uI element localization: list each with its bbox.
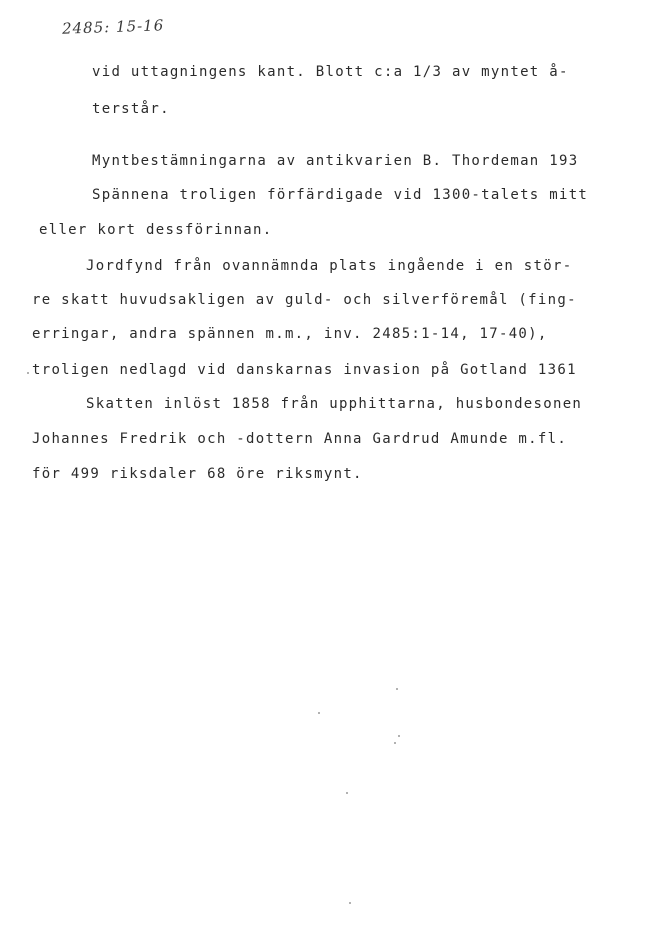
text-line: re skatt huvudsakligen av guld- och silverföremål (fing-: [32, 292, 577, 308]
handwritten-inventory-note: 2485: 15-16: [61, 16, 165, 38]
text-line: Jordfynd från ovannämnda plats ingående i en stör-: [86, 258, 573, 274]
paper-speck: [27, 372, 29, 374]
text-line: eller kort dessförinnan.: [39, 222, 273, 238]
paper-speck: [398, 735, 400, 737]
paper-speck: [394, 742, 396, 744]
paper-speck: [318, 712, 320, 714]
text-line: terstår.: [92, 101, 170, 117]
text-line: vid uttagningens kant. Blott c:a 1/3 av myntet å-: [92, 64, 569, 80]
text-line: Skatten inlöst 1858 från upphittarna, husbondesonen: [86, 396, 583, 412]
text-line: Johannes Fredrik och -dottern Anna Gardrud Amunde m.fl.: [32, 431, 568, 447]
paper-speck: [346, 792, 348, 794]
text-line: för 499 riksdaler 68 öre riksmynt.: [32, 466, 363, 482]
text-line: Spännena troligen förfärdigade vid 1300-talets mitt: [92, 187, 589, 203]
paper-speck: [349, 902, 351, 904]
text-line: Myntbestämningarna av antikvarien B. Thordeman 193: [92, 153, 579, 169]
text-line: troligen nedlagd vid danskarnas invasion på Gotland 1361: [32, 362, 577, 378]
paper-speck: [396, 688, 398, 690]
text-line: erringar, andra spännen m.m., inv. 2485:1-14, 17-40),: [32, 326, 548, 342]
